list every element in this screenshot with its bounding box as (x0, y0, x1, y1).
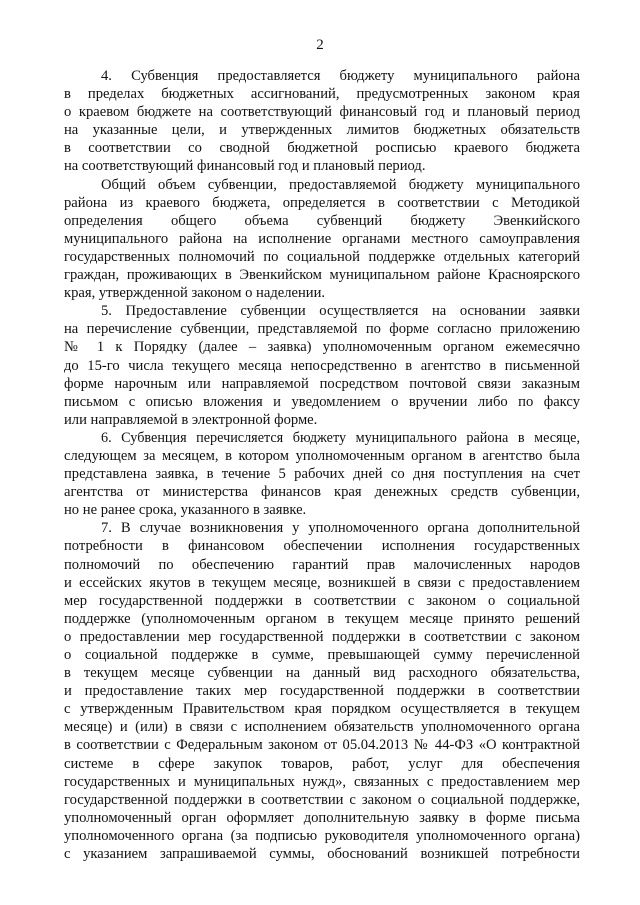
text-line: района из краевого бюджета, определяется в соответствии с Методикой (64, 194, 580, 211)
text-line: о предоставлении мер государственной поддержки в соответствии с законом (64, 628, 580, 645)
text-line: края, утвержденной законом о наделении. (64, 285, 326, 302)
text-line: на указанные цели, и утвержденных лимитов бюджетных обязательств (64, 122, 580, 139)
text-line: или направляемой в электронной форме. (64, 411, 318, 428)
paragraph (64, 429, 580, 519)
document-body (64, 67, 580, 863)
text-line: государственных полномочий по социальной поддержке отдельных категорий (64, 248, 580, 265)
text-line: полномочий по обеспечению гарантий прав малочисленных народов (64, 556, 580, 573)
text-line: в пределах бюджетных ассигнований, предусмотренных законом края (64, 86, 580, 103)
text-line: на соответствующий финансовый год и плановый период. (64, 158, 426, 175)
text-line: государственных и муниципальных нужд», связанных с предоставлением мер (64, 773, 580, 790)
text-line: на перечисление субвенции, представляемой по форме согласно приложению (64, 321, 580, 338)
text-line: 5. Предоставление субвенции осуществляется на основании заявки (101, 303, 580, 320)
text-line: определения общего объема субвенций бюджету Эвенкийского (64, 212, 580, 229)
text-line: муниципального района на исполнение органами местного самоуправления (64, 230, 580, 247)
text-line: и ессейских якутов в текущем месяце, возникшей в связи с предоставлением (64, 574, 580, 591)
text-line: поддержке (уполномоченным органом в текущем месяце принято решений (64, 610, 580, 627)
paragraph (64, 519, 580, 863)
text-line: до 15-го числа текущего месяца непосредственно в агентство в письменной (64, 357, 580, 374)
text-line: с указанием запрашиваемой суммы, обоснований возникшей потребности (64, 846, 580, 863)
text-line: системе в сфере закупок товаров, работ, услуг для обеспечения (64, 755, 580, 772)
text-line: 6. Субвенция перечисляется бюджету муниципального района в месяце, (101, 429, 580, 446)
text-line: № 1 к Порядку (далее – заявка) уполномоченным органом ежемесячно (64, 339, 580, 356)
text-line: о краевом бюджете на соответствующий финансовый год и плановый период (64, 104, 580, 121)
text-line: мер государственной поддержки в соответствии с законом о социальной (64, 592, 580, 609)
text-line: месяце) и (или) в связи с исполнением обязательств уполномоченного органа (64, 719, 580, 736)
text-line: агентства от министерства финансов края денежных средств субвенции, (64, 484, 580, 501)
text-line: государственной поддержки в соответствии с законом о социальной поддержке, (64, 791, 580, 808)
text-line: в соответствии со сводной бюджетной росписью краевого бюджета (64, 140, 580, 157)
text-line: представлена заявка, в течение 5 рабочих дней со дня поступления на счет (64, 466, 580, 483)
text-line: уполномоченного органа (за подписью руководителя уполномоченного органа) (64, 827, 580, 844)
text-line: в текущем месяце субвенции на данный вид расходного обязательства, (64, 665, 580, 682)
text-line: и предоставление таких мер государственной поддержки в соответствии (64, 683, 580, 700)
text-line: о социальной поддержке в сумме, превышающей сумму перечисленной (64, 647, 580, 663)
text-line: граждан, проживающих в Эвенкийском муниципальном районе Красноярского (64, 267, 580, 284)
text-line: следующем за месяцем, в котором уполномоченным органом в агентство была (64, 447, 580, 464)
text-line: уполномоченный орган оформляет дополнительную заявку в форме письма (64, 809, 580, 826)
paragraph (64, 176, 580, 303)
text-line: но не ранее срока, указанного в заявке. (64, 502, 307, 519)
text-line: с утвержденным Правительством края порядком осуществляется в текущем (64, 701, 580, 718)
text-line: потребности в финансовом обеспечении исполнения государственных (64, 538, 580, 555)
page-number: 2 (316, 37, 324, 53)
text-line: Общий объем субвенции, предоставляемой бюджету муниципального (101, 176, 580, 193)
text-line: в соответствии с Федеральным законом от 05.04.2013 № 44-ФЗ «О контрактной (64, 737, 580, 754)
text-line: 4. Субвенция предоставляется бюджету муниципального района (101, 68, 580, 84)
text-line: форме нарочным или направляемой посредством почтовой связи заказным (64, 375, 580, 392)
paragraph (64, 302, 580, 429)
text-line: 7. В случае возникновения у уполномоченного органа дополнительной (101, 520, 580, 537)
text-line: письмом с описью вложения и уведомлением о вручении либо по факсу (64, 393, 580, 410)
paragraph (64, 67, 580, 176)
